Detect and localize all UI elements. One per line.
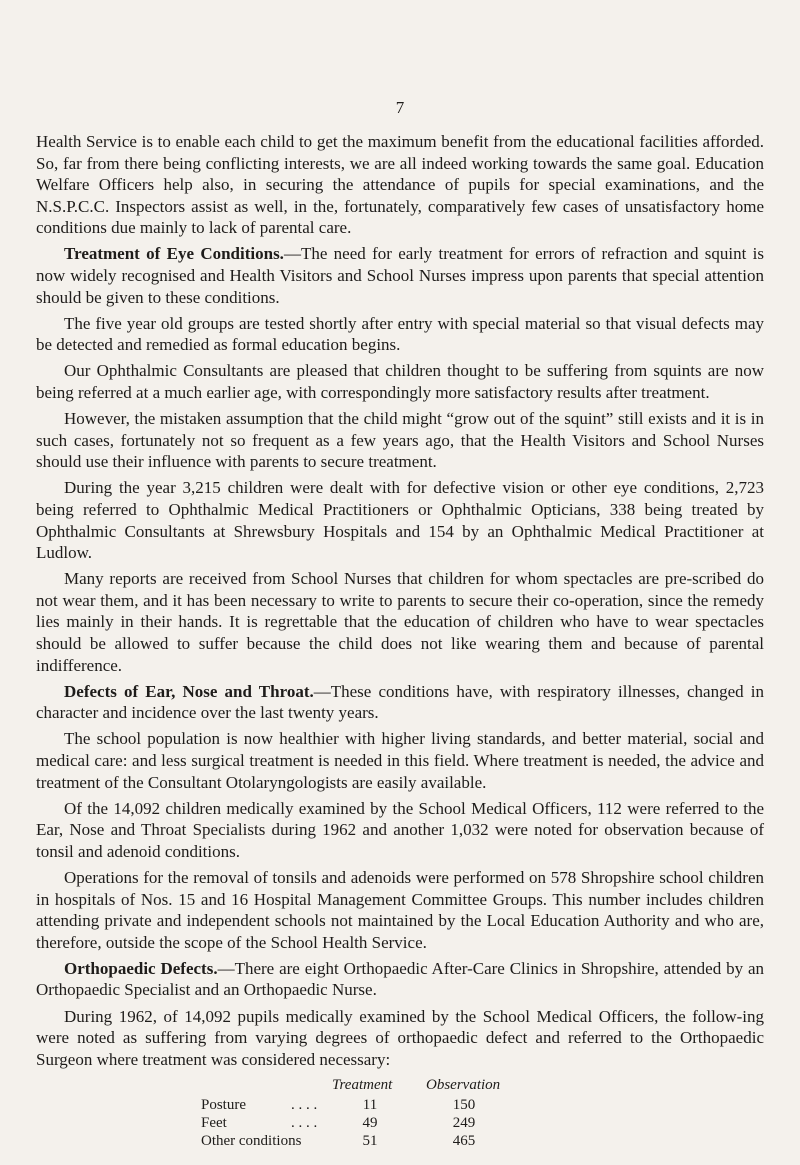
observation-value: 150	[452, 1097, 476, 1114]
paragraph-text: Our Ophthalmic Consultants are pleased that children thought to be suffering from squints are now being referred at a much earlier age, with correspondingly more satisfactory results after treatment.	[36, 361, 764, 403]
paragraph	[36, 568, 764, 676]
paragraph	[36, 681, 764, 724]
treatment-value: 51	[362, 1133, 378, 1150]
paragraph-text: The five year old groups are tested shortly after entry with special material so that visual defects may be detected and remedied as formal education begins.	[36, 313, 764, 355]
section-heading: Defects of Ear, Nose and Throat.	[64, 681, 314, 701]
observation-value: 465	[452, 1133, 476, 1150]
paragraph	[36, 243, 764, 308]
table-row	[201, 1095, 601, 1113]
column-header-observation: Observation	[426, 1077, 501, 1094]
row-label: Other conditions	[201, 1133, 302, 1150]
paragraph	[36, 477, 764, 563]
paragraph-text: Operations for the removal of tonsils and adenoids were performed on 578 Shropshire school children in hospitals of Nos. 15 and 16 Hospital Management Committee Groups. This number includes children attending private and independent schools not maintained by the Local Education Authority and who are, therefore, outside the scope of the School Health Service.	[36, 868, 764, 952]
table-row	[201, 1113, 601, 1131]
treatment-value: 49	[362, 1115, 378, 1132]
paragraph	[36, 360, 764, 403]
paragraph	[36, 131, 764, 239]
paragraph-text: The school population is now healthier with higher living standards, and better material, social and medical care: and less surgical treatment is needed in this field. Where treatment is needed, the advice and treatment of the Consultant Otolaryngologists are easily available.	[36, 729, 764, 792]
page-number: 7	[395, 98, 405, 117]
column-header-treatment: Treatment	[332, 1077, 393, 1094]
paragraph-text: —The need for early treatment for errors of refraction and squint is now widely recognised and Health Visitors and School Nurses impress upon parents that special attention should be given to these conditions.	[36, 244, 764, 307]
table-row	[201, 1131, 601, 1149]
paragraph	[36, 798, 764, 863]
paragraph-text: During 1962, of 14,092 pupils medically examined by the School Medical Officers, the follow-ing were noted as suffering from varying degrees of orthopaedic defect and referred to the Orthopaedic Surgeon where treatment was considered necessary:	[36, 1006, 764, 1069]
treatment-value: 11	[362, 1097, 378, 1114]
paragraph	[36, 313, 764, 356]
paragraph-text: Of the 14,092 children medically examined by the School Medical Officers, 112 were referred to the Ear, Nose and Throat Specialists during 1962 and another 1,032 were noted for observation because of tonsil and adenoid conditions.	[36, 798, 764, 861]
body-text	[36, 131, 764, 1165]
section-heading: Treatment of Eye Conditions.	[64, 244, 284, 264]
row-label: Feet	[201, 1115, 227, 1132]
paragraph	[36, 867, 764, 953]
section-heading: Orthopaedic Defects.	[64, 958, 218, 978]
orthopaedic-table	[36, 1075, 764, 1165]
leader-dots: . . . .	[291, 1115, 318, 1132]
paragraph-text: Health Service is to enable each child to get the maximum benefit from the educational facilities afforded. So, far from there being conflicting interests, we are all indeed working towards the same goal. Education Welfare Officers help also, in securing the attendance of pupils for special examinations, and the N.S.P.C.C. Inspectors assist as well, in the, fortunately, comparatively few cases of unsatisfactory home conditions due mainly to lack of parental care.	[36, 132, 764, 238]
paragraph	[36, 728, 764, 793]
paragraph-text: —There are eight Orthopaedic After-Care Clinics in Shropshire, attended by an Orthopaedic Specialist and an Orthopaedic Nurse.	[36, 958, 764, 1000]
paragraph	[36, 408, 764, 473]
paragraph-text: —These conditions have, with respiratory illnesses, changed in character and incidence over the last twenty years.	[36, 681, 764, 723]
paragraph	[36, 1006, 764, 1071]
observation-value: 249	[452, 1115, 476, 1132]
paragraph-text: During the year 3,215 children were dealt with for defective vision or other eye conditions, 2,723 being referred to Ophthalmic Medical Practitioners or Ophthalmic Opticians, 338 being treated by Ophthalmic Consultants at Shrewsbury Hospitals and 154 by an Ophthalmic Medical Practitioner at Ludlow.	[36, 478, 764, 563]
paragraph-text: However, the mistaken assumption that the child might “grow out of the squint” still exists and it is in such cases, fortunately not so frequent as a few years ago, that the Health Visitors and School Nurses should use their influence with parents to secure treatment.	[36, 409, 764, 472]
paragraph-text: Many reports are received from School Nurses that children for whom spectacles are pre-scribed do not wear them, and it has been necessary to write to parents to secure their co-operation, since the remedy lies mainly in their hands. It is regrettable that the education of children who have to wear spectacles should be allowed to suffer because the child does not like wearing them and because of parental indifference.	[36, 569, 764, 675]
paragraph	[36, 958, 764, 1001]
row-label: Posture	[201, 1097, 246, 1114]
leader-dots: . . . .	[291, 1097, 318, 1114]
